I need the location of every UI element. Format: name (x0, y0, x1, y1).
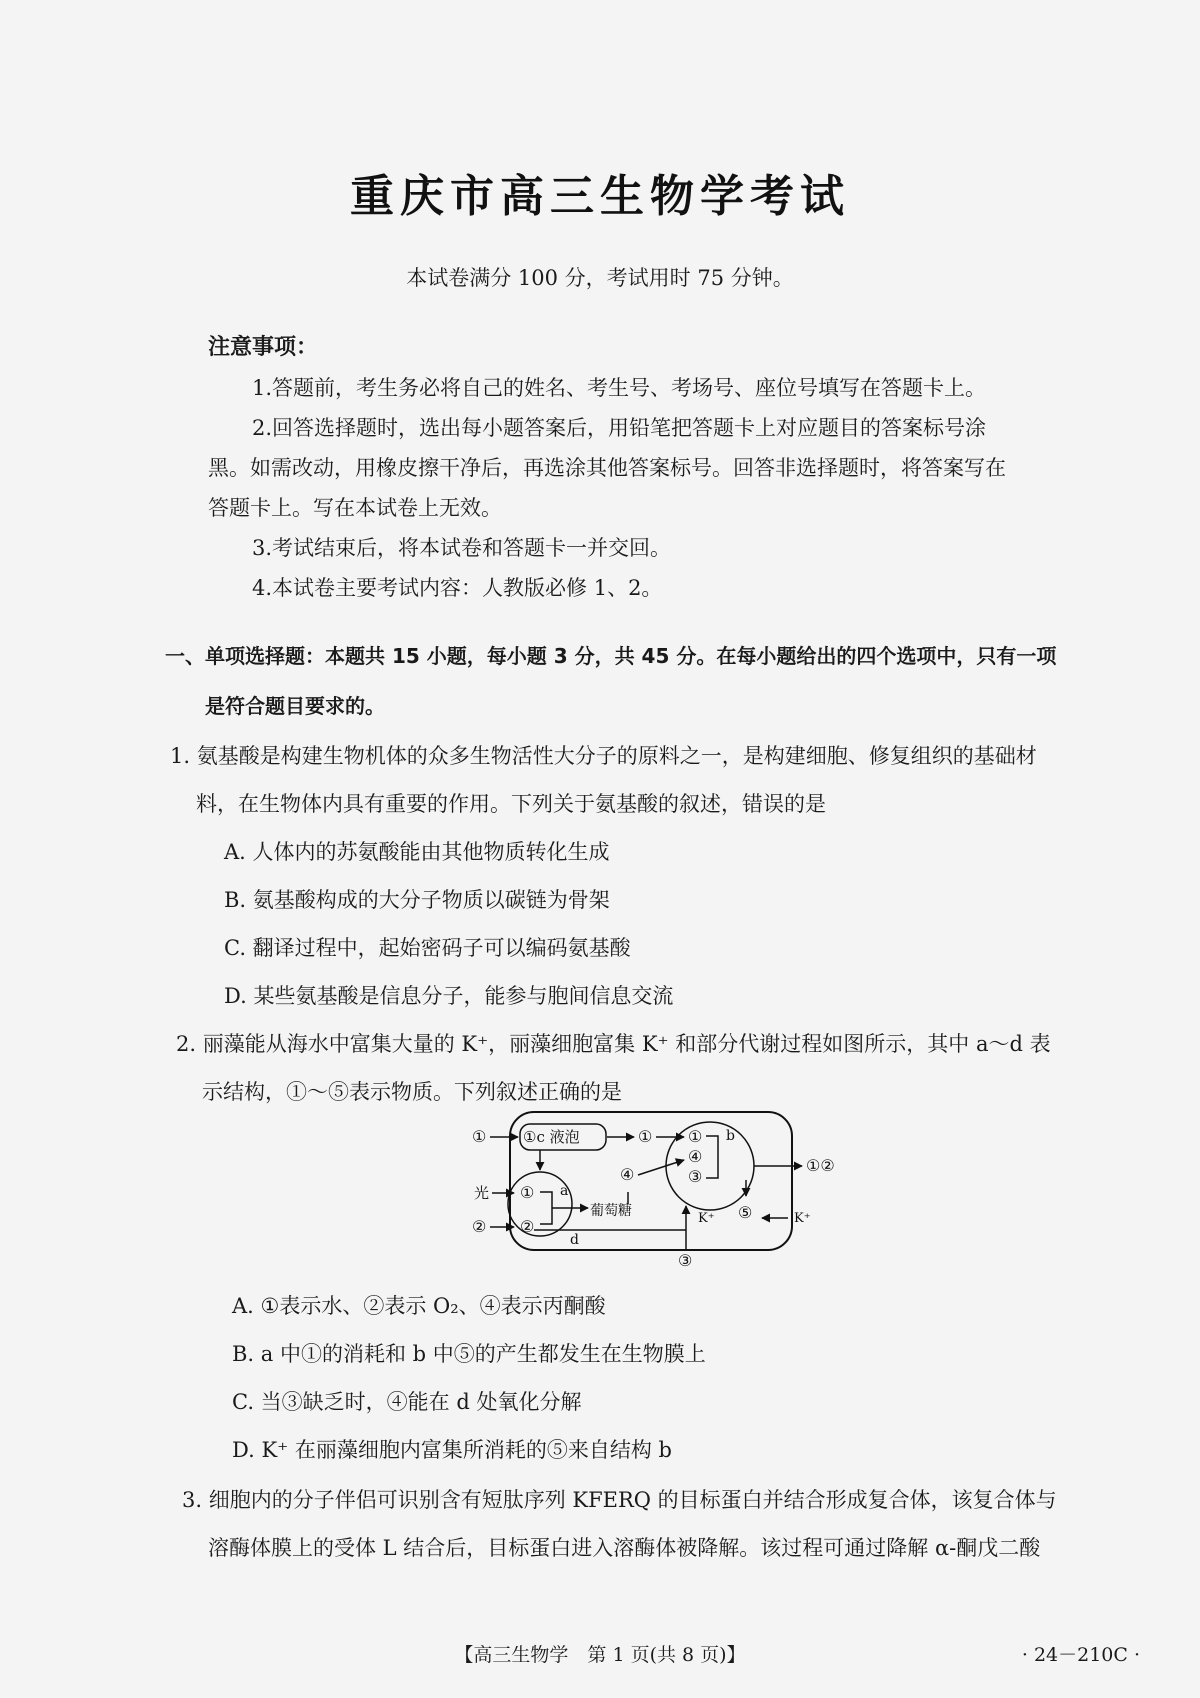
q3-stem: 3. 细胞内的分子伴侣可识别含有短肽序列 KFERQ 的目标蛋白并结合形成复合体，该复合体与 (182, 1488, 1057, 1512)
q1-option-c: C. 翻译过程中，起始密码子可以编码氨基酸 (224, 936, 631, 960)
notice-item-4: 4.本试卷主要考试内容：人教版必修 1、2。 (252, 576, 663, 600)
diagram-b-top: ① (688, 1127, 703, 1146)
diagram-light: 光 (474, 1184, 490, 1202)
exam-info: 本试卷满分 100 分，考试用时 75 分钟。 (406, 266, 794, 290)
q2-option-d: D. K⁺ 在丽藻细胞内富集所消耗的⑤来自结构 b (232, 1438, 673, 1462)
diagram-a-top: ① (520, 1183, 535, 1202)
mitochondrion-b (666, 1122, 754, 1210)
notice-heading: 注意事项： (208, 335, 319, 360)
diagram-out: ①② (806, 1156, 835, 1175)
diagram-four-mid: ④ (620, 1165, 635, 1184)
notice-item-1: 1.答题前，考生务必将自己的姓名、考生号、考场号、座位号填写在答题卡上。 (252, 376, 987, 400)
q1-option-a: A. 人体内的苏氨酸能由其他物质转化生成 (224, 840, 610, 864)
q1-option-b: B. 氨基酸构成的大分子物质以碳链为骨架 (224, 888, 610, 912)
diagram-a-label: a (560, 1183, 569, 1199)
diagram-five: ⑤ (738, 1203, 753, 1222)
diagram-after-c: ① (638, 1127, 653, 1146)
diagram-b-bottom: ③ (688, 1167, 703, 1186)
q2-stem-cont: 示结构，①～⑤表示物质。下列叙述正确的是 (202, 1080, 622, 1104)
q1-option-d: D. 某些氨基酸是信息分子，能参与胞间信息交流 (224, 984, 674, 1008)
q1-stem-cont: 料，在生物体内具有重要的作用。下列关于氨基酸的叙述，错误的是 (196, 792, 826, 816)
algae-cell-diagram (470, 1108, 870, 1268)
q1-stem: 1. 氨基酸是构建生物机体的众多生物活性大分子的原料之一，是构建细胞、修复组织的基础材 (170, 744, 1037, 768)
diagram-glucose: 葡萄糖 (590, 1203, 632, 1219)
exam-code: · 24－210C · (1021, 1644, 1140, 1666)
notice-item-2-end: 答题卡上。写在本试卷上无效。 (208, 496, 502, 520)
chloroplast-a (508, 1172, 572, 1236)
q2-option-a: A. ①表示水、②表示 O₂、④表示丙酮酸 (232, 1294, 606, 1318)
diagram-k-in: K⁺ (698, 1211, 715, 1226)
exam-title: 重庆市高三生物学考试 (350, 171, 850, 222)
section-1-heading-cont: 是符合题目要求的。 (205, 694, 385, 718)
diagram-vacuole-label: ①c 液泡 (523, 1128, 580, 1146)
diagram-d-label: d (570, 1232, 579, 1248)
page-footer: 【高三生物学 第 1 页(共 8 页)】 (454, 1644, 746, 1666)
notice-item-2: 2.回答选择题时，选出每小题答案后，用铅笔把答题卡上对应题目的答案标号涂 (252, 416, 987, 440)
diagram-three-bottom: ③ (678, 1251, 693, 1268)
q2-option-b: B. a 中①的消耗和 b 中⑤的产生都发生在生物膜上 (232, 1342, 706, 1366)
q2-option-c: C. 当③缺乏时，④能在 d 处氧化分解 (232, 1390, 582, 1414)
notice-item-3: 3.考试结束后，将本试卷和答题卡一并交回。 (252, 536, 672, 560)
section-1-heading: 一、单项选择题：本题共 15 小题，每小题 3 分，共 45 分。在每小题给出的四个选项中，只有一项 (165, 644, 1057, 668)
diagram-a-bottom: ② (520, 1217, 535, 1236)
q2-stem: 2. 丽藻能从海水中富集大量的 K⁺，丽藻细胞富集 K⁺ 和部分代谢过程如图所示，其中 a～d 表 (176, 1032, 1051, 1056)
diagram-k-out: K⁺ (794, 1211, 811, 1226)
q3-stem-cont: 溶酶体膜上的受体 L 结合后，目标蛋白进入溶酶体被降解。该过程可通过降解 α-酮戊二酸 (208, 1536, 1041, 1560)
diagram-b-mid: ④ (688, 1147, 703, 1166)
diagram-in1: ① (472, 1127, 487, 1146)
notice-item-2-cont: 黑。如需改动，用橡皮擦干净后，再选涂其他答案标号。回答非选择题时，将答案写在 (208, 456, 1006, 480)
diagram-in2: ② (472, 1217, 487, 1236)
diagram-b-label: b (726, 1128, 735, 1144)
